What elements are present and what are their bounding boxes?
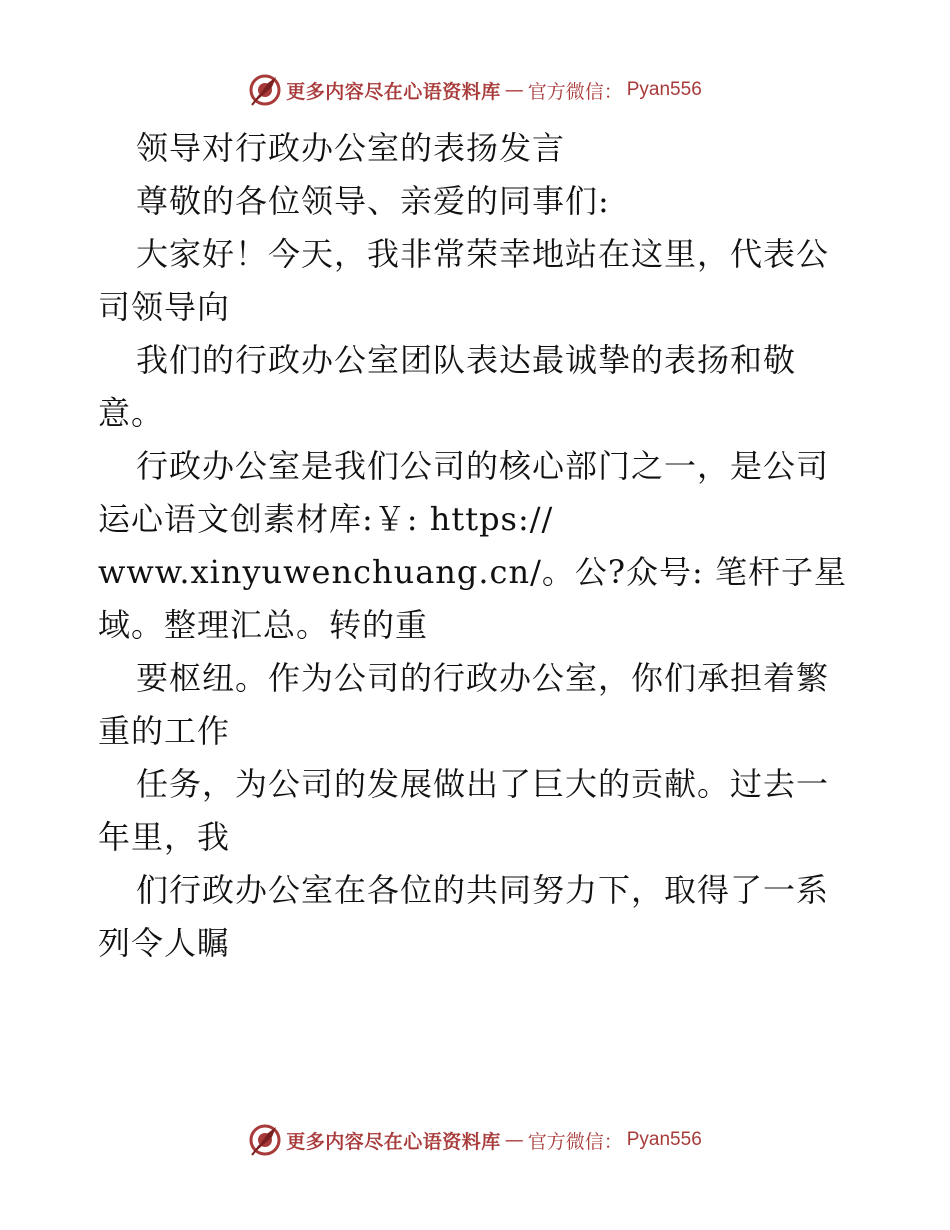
banner-dash: — <box>504 1129 524 1151</box>
text-line: 尊敬的各位领导、亲爱的同事们: <box>136 182 610 220</box>
text-line: 重的工作 <box>98 712 231 750</box>
text-line: 行政办公室是我们公司的核心部门之一，是公司 <box>136 447 830 485</box>
text-line: 我们的行政办公室团队表达最诚挚的表扬和敬 <box>136 341 797 379</box>
text-line: 域。整理汇总。转的重 <box>98 606 429 644</box>
header-banner <box>0 70 950 110</box>
quill-pen-logo-icon <box>248 1123 282 1157</box>
text-line: 要枢纽。作为公司的行政办公室，你们承担着繁 <box>136 659 830 697</box>
text-line: 意。 <box>98 394 165 432</box>
footer-banner-content <box>248 1123 702 1157</box>
banner-title: 更多内容尽在心语资料库 <box>286 1130 501 1153</box>
footer-banner <box>0 1120 950 1160</box>
document-body <box>98 122 858 970</box>
text-line: 司领导向 <box>98 288 231 326</box>
text-line: 任务，为公司的发展做出了巨大的贡献。过去一 <box>136 765 830 803</box>
banner-wechat-label: 官方微信： <box>527 1130 623 1153</box>
banner-dash: — <box>504 79 524 101</box>
document-title: 领导对行政办公室的表扬发言 <box>136 129 566 167</box>
text-line: 大家好！今天，我非常荣幸地站在这里，代表公 <box>136 235 830 273</box>
banner-wechat-label: 官方微信： <box>527 80 623 103</box>
text-line: 们行政办公室在各位的共同努力下，取得了一系 <box>136 871 830 909</box>
text-line: 运心语文创素材库:￥: https:// <box>98 500 554 538</box>
banner-title: 更多内容尽在心语资料库 <box>286 80 501 103</box>
text-line: www.xinyuwenchuang.cn/。公?众号: 笔杆子星 <box>98 553 847 591</box>
header-banner-content <box>248 73 702 107</box>
banner-wechat-id: Pyan556 <box>626 79 702 100</box>
banner-wechat-id: Pyan556 <box>626 1129 702 1150</box>
text-line: 年里，我 <box>98 818 231 856</box>
quill-pen-logo-icon <box>248 73 282 107</box>
text-line: 列令人瞩 <box>98 924 231 962</box>
